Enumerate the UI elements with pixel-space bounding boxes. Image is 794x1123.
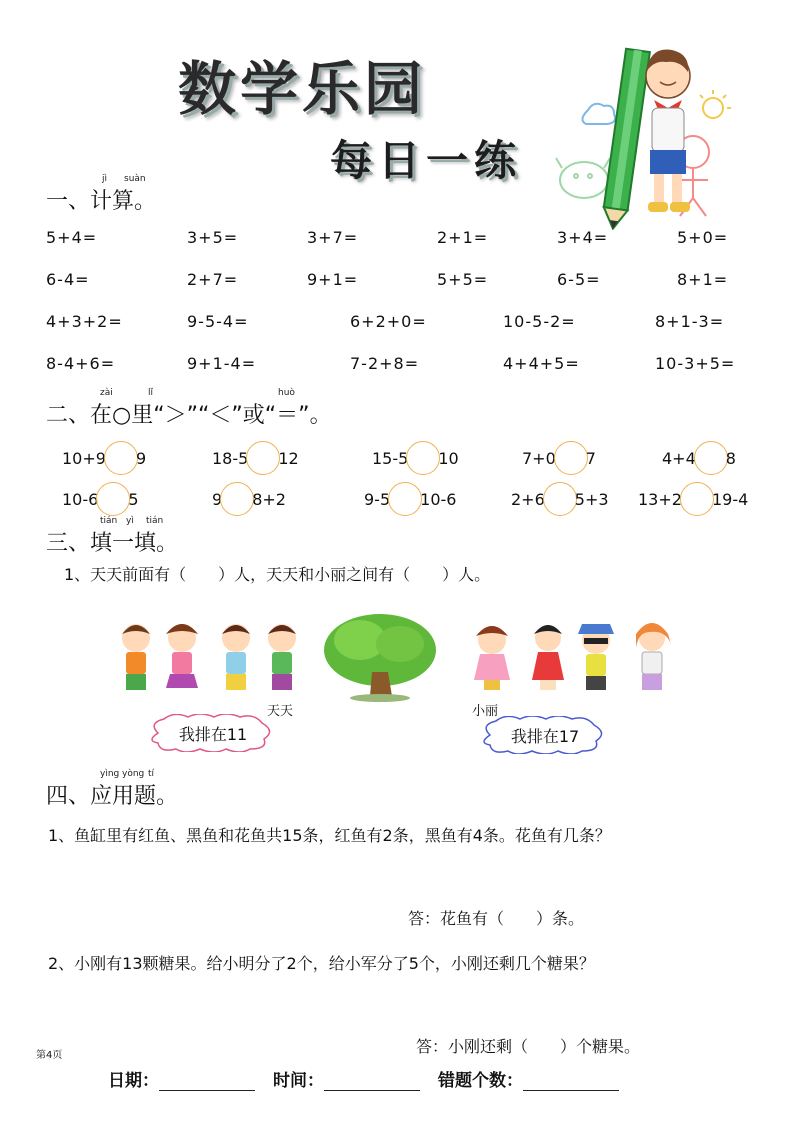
- bubble-right: 我排在17: [510, 727, 580, 746]
- date-field[interactable]: [159, 1072, 255, 1091]
- word-problem-1: 1、鱼缸里有红鱼、黑鱼和花鱼共15条，红鱼有2条，黑鱼有4条。花鱼有几条？: [48, 826, 611, 845]
- compare-right: 7: [585, 448, 596, 468]
- compare-left: 15-5: [372, 448, 409, 468]
- pinyin-ying: yìng: [100, 769, 120, 779]
- pinyin-ti: tí: [148, 769, 155, 779]
- page-number: 第4页: [36, 1050, 63, 1061]
- compare-item: [511, 482, 609, 516]
- answer-circle[interactable]: [406, 441, 440, 475]
- compare-item: [372, 441, 459, 475]
- pinyin-li: lǐ: [148, 388, 154, 398]
- calc-item: 6-5=: [557, 270, 601, 289]
- compare-left: 9-5: [364, 489, 391, 509]
- section-4-heading: [46, 769, 179, 810]
- answer-circle[interactable]: [96, 482, 130, 516]
- calc-item: 4+3+2=: [46, 312, 123, 331]
- name-xiaoli: 小丽: [472, 704, 499, 719]
- section-4-label: 四、应用题。: [46, 784, 179, 809]
- name-tiantian: 天天: [267, 704, 294, 719]
- compare-right: 8: [725, 448, 736, 468]
- calc-item: 3+7=: [307, 228, 359, 247]
- pinyin-ji: jì: [102, 174, 108, 184]
- pinyin-tian: tián: [146, 516, 164, 526]
- compare-item: [364, 482, 456, 516]
- calc-item: 4+4+5=: [503, 354, 580, 373]
- calc-item: 5+5=: [437, 270, 489, 289]
- calc-item: 5+0=: [677, 228, 729, 247]
- compare-left: 13+2: [638, 489, 682, 509]
- compare-left: 10+9: [62, 448, 106, 468]
- page-subtitle: 每日一练: [330, 136, 523, 185]
- answer-circle[interactable]: [104, 441, 138, 475]
- section-3-heading: [46, 516, 179, 557]
- section-2-label: 二、在○里“＞”“＜”或“＝”。: [46, 403, 332, 428]
- calc-item: 9+1-4=: [187, 354, 257, 373]
- kids-left-group-illustration: [114, 620, 304, 700]
- compare-left: 9: [212, 489, 223, 509]
- compare-left: 2+6: [511, 489, 545, 509]
- calc-item: 6-4=: [46, 270, 90, 289]
- page-title: 数学乐园: [178, 55, 427, 123]
- time-field[interactable]: [324, 1072, 420, 1091]
- compare-left: 18-5: [212, 448, 249, 468]
- calc-item: 7-2+8=: [350, 354, 420, 373]
- answer-circle[interactable]: [554, 441, 588, 475]
- answer-circle[interactable]: [694, 441, 728, 475]
- compare-item: [662, 441, 736, 475]
- answer-1: 答：花鱼有（ ）条。: [408, 909, 585, 928]
- compare-right: 8+2: [252, 489, 286, 509]
- compare-item: [638, 482, 748, 516]
- pinyin-huo: huò: [278, 388, 295, 398]
- pinyin-yong: yòng: [122, 769, 145, 779]
- pinyin-tian: tián: [100, 516, 118, 526]
- calc-item: 3+4=: [557, 228, 609, 247]
- calc-item: 2+7=: [187, 270, 239, 289]
- section-1-label: 一、计算。: [46, 189, 157, 214]
- compare-right: 10: [438, 448, 459, 468]
- errors-field[interactable]: [523, 1072, 619, 1091]
- compare-item: [62, 482, 139, 516]
- word-problem-2: 2、小刚有13颗糖果。给小明分了2个，给小军分了5个，小刚还剩几个糖果？: [48, 954, 595, 973]
- footer: [108, 1066, 637, 1091]
- date-label: 日期：: [108, 1071, 159, 1091]
- errors-label: 错题个数：: [438, 1071, 523, 1091]
- pinyin-suan: suàn: [124, 174, 146, 184]
- boy-with-pencil-illustration: [548, 40, 738, 230]
- compare-left: 4+4: [662, 448, 696, 468]
- bubble-left: 我排在11: [178, 725, 248, 744]
- kids-right-group-illustration: [470, 620, 680, 700]
- section-3-label: 三、填一填。: [46, 531, 179, 556]
- calc-item: 10-3+5=: [655, 354, 736, 373]
- compare-right: 5: [128, 489, 139, 509]
- calc-item: 3+5=: [187, 228, 239, 247]
- answer-circle[interactable]: [246, 441, 280, 475]
- pinyin-yi: yì: [126, 516, 134, 526]
- time-label: 时间：: [273, 1071, 324, 1091]
- compare-item: [212, 441, 299, 475]
- calc-item: 8+1=: [677, 270, 729, 289]
- compare-left: 7+0: [522, 448, 556, 468]
- answer-circle[interactable]: [220, 482, 254, 516]
- calc-item: 9+1=: [307, 270, 359, 289]
- answer-circle[interactable]: [543, 482, 577, 516]
- compare-item: [62, 441, 146, 475]
- pinyin-zai: zài: [100, 388, 113, 398]
- answer-2: 答：小刚还剩（ ）个糖果。: [416, 1037, 641, 1056]
- compare-item: [522, 441, 596, 475]
- compare-right: 12: [278, 448, 299, 468]
- compare-right: 5+3: [574, 489, 609, 509]
- calc-item: 9-5-4=: [187, 312, 249, 331]
- calc-item: 8+1-3=: [655, 312, 725, 331]
- compare-right: 19-4: [711, 489, 749, 509]
- calc-item: 8-4+6=: [46, 354, 116, 373]
- calc-item: 6+2+0=: [350, 312, 427, 331]
- section-1-heading: [46, 174, 157, 215]
- tree-illustration: [320, 610, 440, 702]
- answer-circle[interactable]: [388, 482, 422, 516]
- compare-right: 10-6: [420, 489, 457, 509]
- calc-item: 2+1=: [437, 228, 489, 247]
- calc-item: 10-5-2=: [503, 312, 576, 331]
- section-2-heading: [46, 388, 332, 429]
- answer-circle[interactable]: [680, 482, 714, 516]
- compare-right: 9: [135, 448, 147, 468]
- compare-left: 10-6: [62, 489, 99, 509]
- fill-question: 1、天天前面有（ ）人，天天和小丽之间有（ ）人。: [64, 565, 491, 584]
- calc-item: 5+4=: [46, 228, 98, 247]
- compare-item: [212, 482, 286, 516]
